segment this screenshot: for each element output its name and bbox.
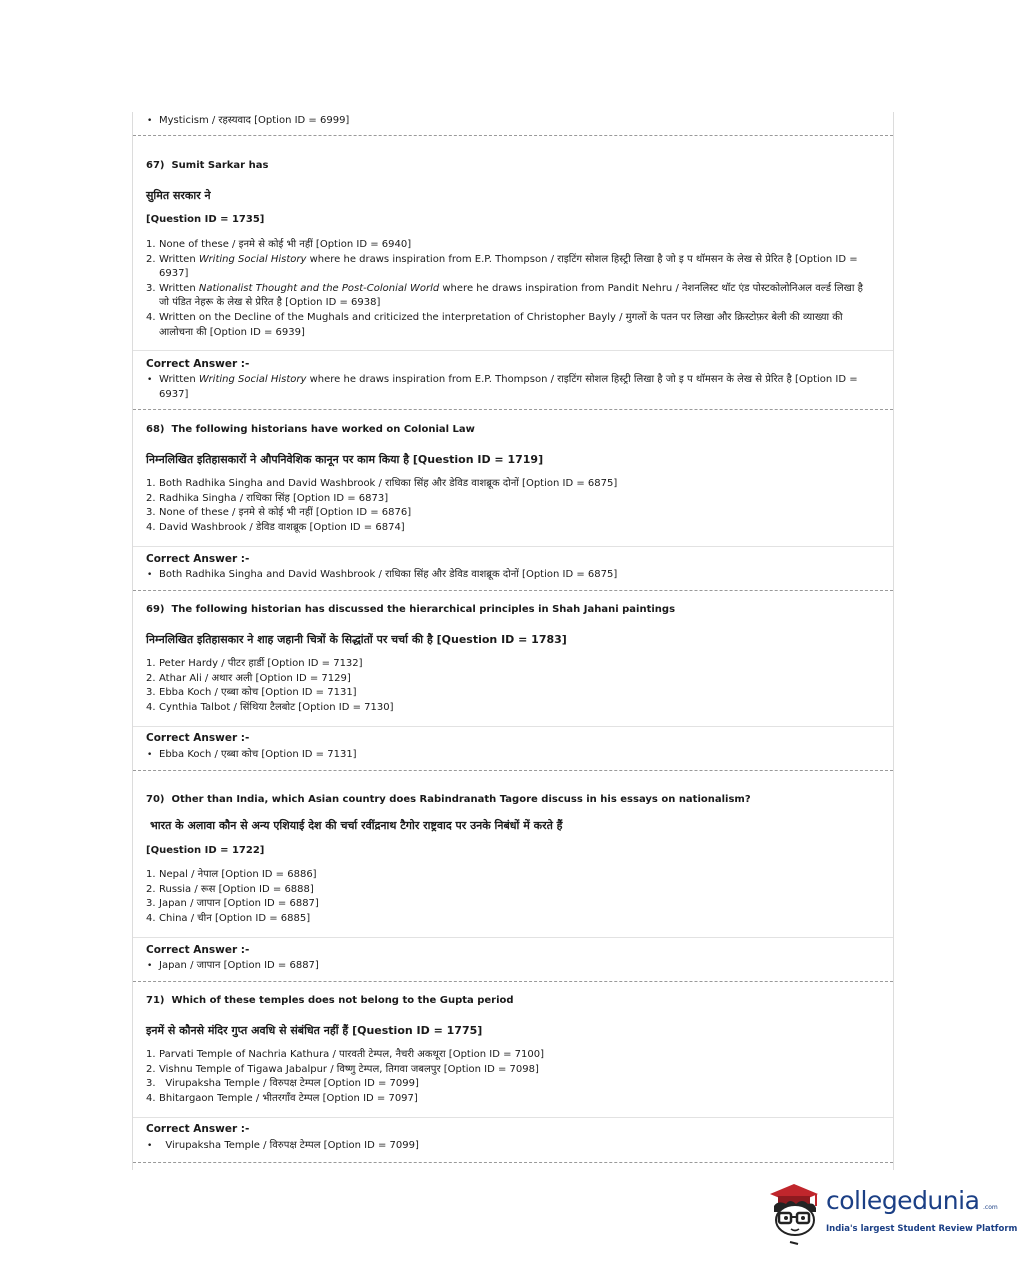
- question-68-correct-answer: • Both Radhika Singha and David Washbrook / राधिका सिंह और डेविड वाशब्रूक दोनों [Option ID = 6875]: [146, 568, 889, 583]
- question-71-text-en: 71) Which of these temples does not belong to the Gupta period: [146, 995, 514, 1006]
- question-68-text-en: 68) The following historians have worked on Colonial Law: [146, 424, 475, 435]
- bullet-icon: •: [147, 1141, 153, 1151]
- logo-tagline: India's largest Student Review Platform: [826, 1224, 1018, 1234]
- option-item: 1. Nepal / नेपाल [Option ID = 6886]: [146, 869, 317, 880]
- option-item: 1. Parvati Temple of Nachria Kathura / पारवती टेम्पल, नैचरी अकथूरा [Option ID = 7100]: [146, 1049, 544, 1060]
- option-item: 1. None of these / इनमे से कोई भी नहीं [Option ID = 6940]: [146, 239, 412, 250]
- option-item: 3. Ebba Koch / एब्बा कोच [Option ID = 7131]: [146, 687, 357, 699]
- question-67-id: [Question ID = 1735]: [146, 214, 265, 225]
- question-67-text-en: 67) Sumit Sarkar has: [146, 160, 269, 171]
- bullet-icon: •: [147, 116, 153, 126]
- question-70-id: [Question ID = 1722]: [146, 845, 265, 856]
- question-70-text-hi: भारत के अलावा कौन से अन्य एशियाई देश की चर्चा रवींद्रनाथ टैगोर राष्ट्रवाद पर उनके निबंधों में करते हैं: [150, 819, 563, 832]
- bullet-icon: •: [147, 961, 153, 971]
- exam-page: [132, 112, 894, 1170]
- option-item: 4. Cynthia Talbot / सिंथिया टैलबोट [Option ID = 7130]: [146, 701, 394, 713]
- student-mascot-icon: [764, 1180, 824, 1248]
- correct-answer-label: Correct Answer :-: [146, 553, 250, 565]
- bullet-icon: •: [147, 570, 153, 580]
- option-item: 3. None of these / इनमे से कोई भी नहीं [Option ID = 6876]: [146, 507, 412, 519]
- logo-domain-suffix: .com: [983, 1204, 998, 1211]
- correct-answer-label: Correct Answer :-: [146, 358, 250, 370]
- question-70-options: [146, 868, 876, 926]
- logo-wordmark: collegedunia: [826, 1186, 980, 1215]
- correct-answer-label: Correct Answer :-: [146, 732, 250, 744]
- divider: [133, 770, 893, 771]
- collegedunia-logo[interactable]: [764, 1180, 1018, 1250]
- option-item: 2. Russia / रूस [Option ID = 6888]: [146, 883, 314, 895]
- divider: [133, 135, 893, 136]
- divider: [133, 981, 893, 982]
- question-69-options: [146, 657, 876, 715]
- divider: [133, 590, 893, 591]
- divider: [133, 1117, 893, 1118]
- option-item: 4. Bhitargaon Temple / भीतरगाँव टेम्पल [Option ID = 7097]: [146, 1092, 418, 1104]
- question-67-correct-answer: • Written Writing Social History where he draws inspiration from E.P. Thompson / राइटिंग सोशल हिस्ट्री लिखा है जो इ प थॉमसन के लेख से प्रेरित है [Option ID = 6937]: [147, 374, 858, 400]
- option-item: 4. China / चीन [Option ID = 6885]: [146, 912, 311, 924]
- option-item: 1. Both Radhika Singha and David Washbrook / राधिका सिंह और डेविड वाशब्रूक दोनों [Option ID = 6875]: [146, 478, 618, 489]
- question-70-text-en: 70) Other than India, which Asian country does Rabindranath Tagore discuss in his essays on nationalism?: [146, 794, 751, 805]
- question-67-text-hi: सुमित सरकार ने: [146, 189, 211, 202]
- option-item: 2. Vishnu Temple of Tigawa Jabalpur / विष्णु टेम्पल, तिगवा जबलपुर [Option ID = 7098]: [146, 1063, 539, 1075]
- option-item: 3. Japan / जापान [Option ID = 6887]: [146, 898, 319, 910]
- question-71-options: [146, 1048, 876, 1106]
- correct-answer-label: Correct Answer :-: [146, 1123, 250, 1135]
- divider: [133, 350, 893, 351]
- question-69-text-en: 69) The following historian has discussed the hierarchical principles in Shah Jahani paintings: [146, 604, 676, 615]
- question-70-correct-answer: • Japan / जापान [Option ID = 6887]: [146, 959, 889, 974]
- question-68-options: [146, 477, 876, 535]
- option-item: 4. Written on the Decline of the Mughals and criticized the interpretation of Christopher Bayly / मुगलों के पतन पर लिखा और क्रिस्टोफ़र बेली की व्याख्या की आलोचना की [Option ID = 6939]: [146, 311, 843, 338]
- previous-correct-answer: • Mysticism / रहस्यवाद [Option ID = 6999]: [146, 114, 889, 129]
- divider: [133, 1162, 893, 1163]
- option-item: 3. Written Nationalist Thought and the Post-Colonial World where he draws inspiration from Pandit Nehru / नेशनलिस्ट थॉट एंड पोस्टकोलोनिअल वर्ल्ड लिखा है जो पंडित नेहरू के लेख से प्रेरित है [Option ID = 6938]: [146, 282, 863, 309]
- question-68-text-hi: निम्नलिखित इतिहासकारों ने औपनिवेशिक कानून पर काम किया है [Question ID = 1719]: [146, 453, 544, 466]
- divider: [133, 726, 893, 727]
- option-item: 1. Peter Hardy / पीटर हार्डी [Option ID = 7132]: [146, 658, 363, 669]
- option-item: 2. Radhika Singha / राधिका सिंह [Option ID = 6873]: [146, 492, 389, 504]
- question-67-options: [146, 238, 876, 340]
- question-71-correct-answer: • Virupaksha Temple / विरुपक्ष टेम्पल [Option ID = 7099]: [146, 1139, 889, 1154]
- bullet-icon: •: [147, 750, 153, 760]
- option-item: 4. David Washbrook / डेविड वाशब्रूक [Option ID = 6874]: [146, 521, 405, 533]
- question-69-correct-answer: • Ebba Koch / एब्बा कोच [Option ID = 7131]: [146, 748, 889, 763]
- bullet-icon: •: [147, 375, 153, 385]
- option-item: 2. Athar Ali / अथार अली [Option ID = 7129]: [146, 672, 351, 684]
- divider: [133, 409, 893, 410]
- divider: [133, 546, 893, 547]
- option-item: 3. Virupaksha Temple / विरुपक्ष टेम्पल [Option ID = 7099]: [146, 1078, 419, 1090]
- question-69-text-hi: निम्नलिखित इतिहासकार ने शाह जहानी चित्रों के सिद्धांतों पर चर्चा की है [Question ID = 1783]: [146, 633, 567, 646]
- divider: [133, 937, 893, 938]
- question-71-text-hi: इनमें से कौनसे मंदिर गुप्त अवधि से संबंधित नहीं हैं [Question ID = 1775]: [146, 1024, 483, 1037]
- correct-answer-label: Correct Answer :-: [146, 944, 250, 956]
- option-item: 2. Written Writing Social History where he draws inspiration from E.P. Thompson / राइटिंग सोशल हिस्ट्री लिखा है जो इ प थॉमसन के लेख से प्रेरित है [Option ID = 6937]: [146, 253, 858, 280]
